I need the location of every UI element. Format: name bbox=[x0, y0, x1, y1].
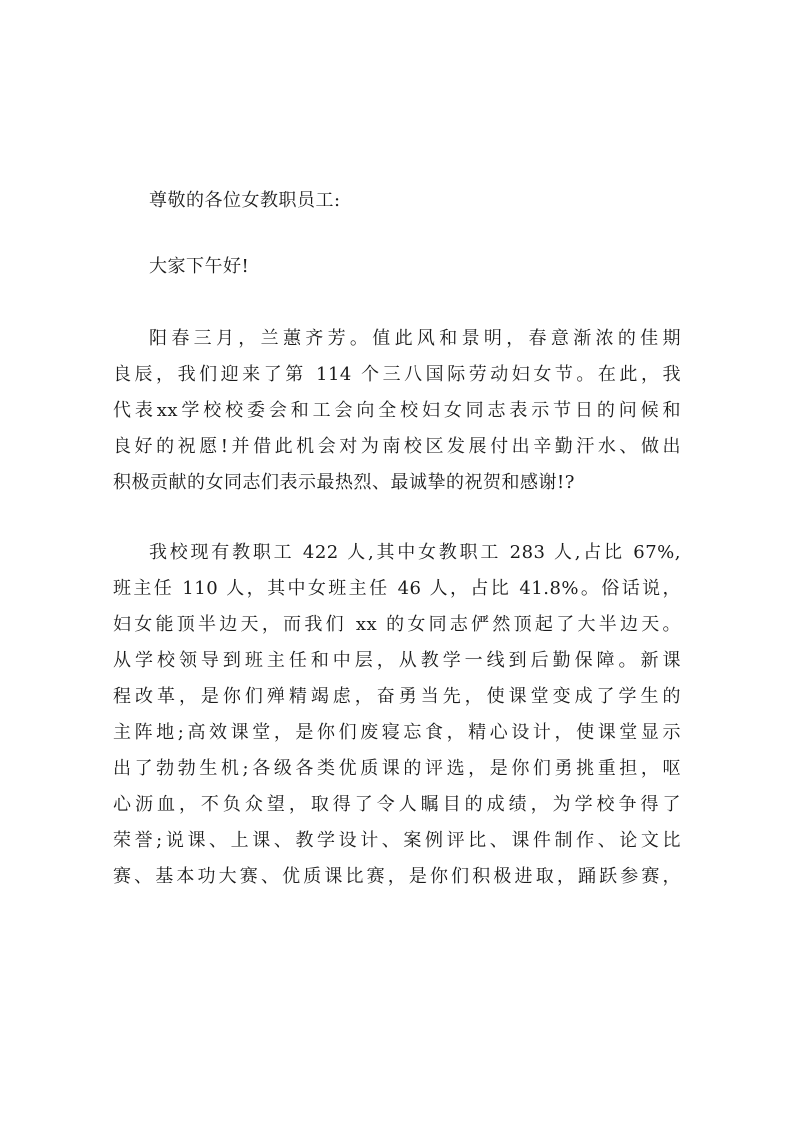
paragraph-2-line: 妇女能顶半边天，而我们 xx 的女同志俨然顶起了大半边天。 bbox=[113, 614, 681, 635]
paragraph-2-line: 程改革，是你们殚精竭虑，奋勇当先，使课堂变成了学生的 bbox=[113, 686, 681, 707]
paragraph-1-line: 良好的祝愿!并借此机会对为南校区发展付出辛勤汗水、做出 bbox=[113, 436, 681, 457]
paragraph-2-line: 主阵地;高效课堂，是你们废寝忘食，精心设计，使课堂显示 bbox=[113, 722, 681, 743]
paragraph-1-line: 阳春三月，兰蕙齐芳。值此风和景明，春意渐浓的佳期 bbox=[149, 328, 681, 349]
paragraph-2-line: 班主任 110 人，其中女班主任 46 人，占比 41.8%。俗话说， bbox=[113, 578, 681, 599]
paragraph-2-line: 出了勃勃生机;各级各类优质课的评选，是你们勇挑重担，呕 bbox=[113, 758, 681, 779]
paragraph-2-line: 荣誉;说课、上课、教学设计、案例评比、课件制作、论文比 bbox=[113, 830, 681, 851]
paragraph-1 bbox=[113, 324, 681, 498]
paragraph-1-line: 积极贡献的女同志们表示最热烈、最诚挚的祝贺和感谢!? bbox=[113, 472, 575, 493]
paragraph-2-line: 从学校领导到班主任和中层，从教学一线到后勤保障。新课 bbox=[113, 650, 681, 671]
paragraph-1-line: 代表xx学校校委会和工会向全校妇女同志表示节日的问候和 bbox=[113, 400, 681, 421]
salutation: 尊敬的各位女教职员工: bbox=[149, 190, 341, 211]
paragraph-2-line: 赛、基本功大赛、优质课比赛，是你们积极进取，踊跃参赛， bbox=[113, 866, 681, 887]
letter-body bbox=[113, 186, 681, 932]
paragraph-2-line: 我校现有教职工 422 人,其中女教职工 283 人,占比 67%, bbox=[149, 542, 681, 563]
paragraph-1-line: 良辰，我们迎来了第 114 个三八国际劳动妇女节。在此，我 bbox=[113, 364, 681, 385]
paragraph-2 bbox=[113, 538, 681, 892]
paragraph-2-line: 心沥血，不负众望，取得了令人瞩目的成绩，为学校争得了 bbox=[113, 794, 681, 815]
greeting: 大家下午好! bbox=[149, 256, 250, 277]
